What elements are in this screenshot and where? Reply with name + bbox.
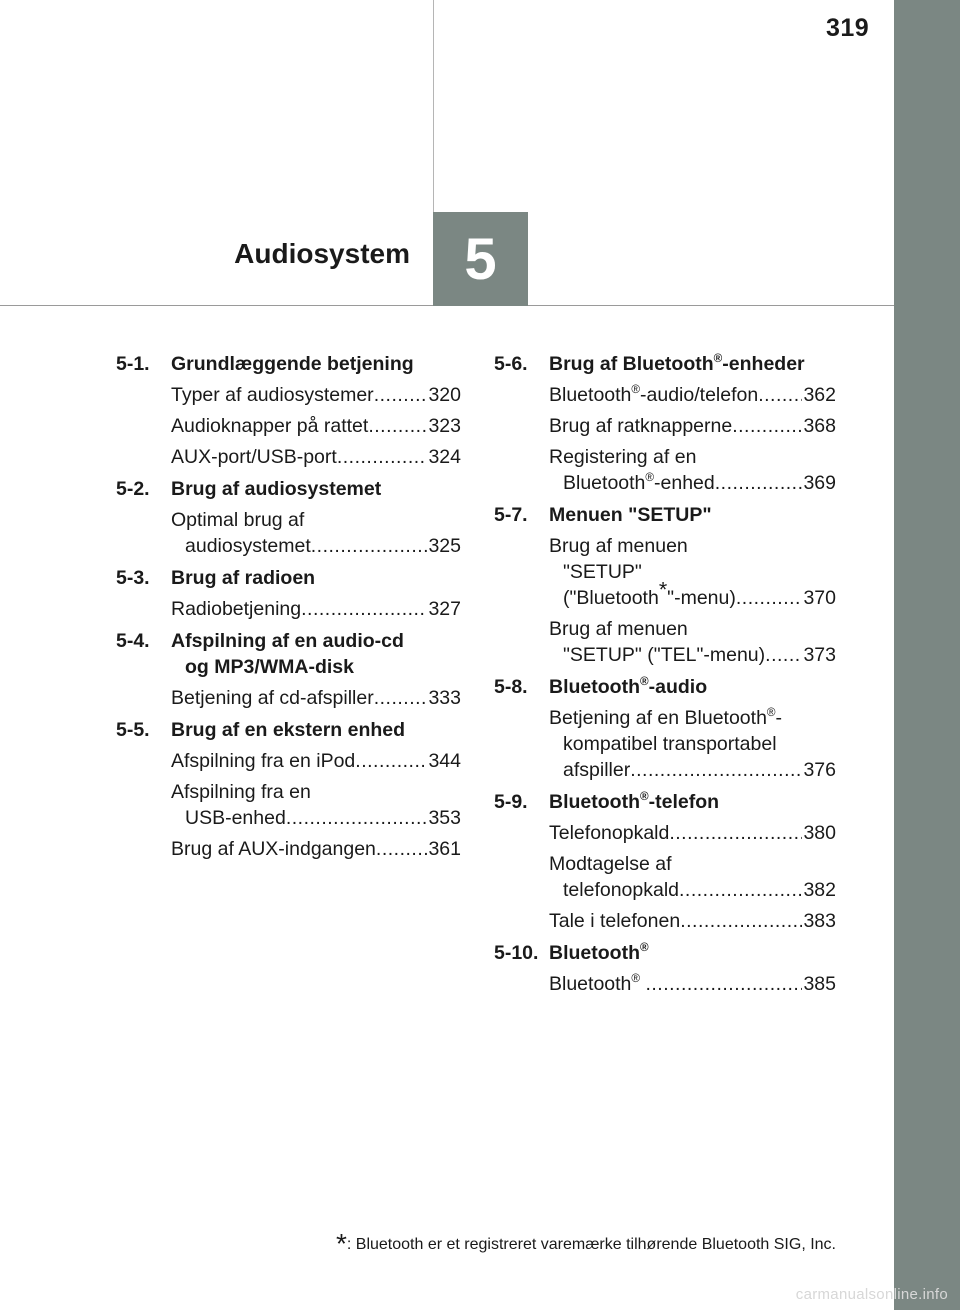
entry-page: 323 bbox=[428, 415, 461, 437]
toc-section-5-2[interactable] bbox=[116, 476, 461, 502]
footnote-marker: * bbox=[335, 1228, 347, 1259]
entry-page: 333 bbox=[428, 687, 461, 709]
entry-page: 382 bbox=[803, 879, 836, 901]
section-number: 5-7. bbox=[494, 504, 528, 526]
toc-section-5-7[interactable] bbox=[494, 502, 836, 528]
toc-section-5-8[interactable] bbox=[494, 674, 836, 700]
section-number: 5-4. bbox=[116, 630, 150, 652]
entry-page: 361 bbox=[428, 838, 461, 860]
footnote bbox=[0, 1228, 836, 1260]
section-title: Brug af radioen bbox=[171, 567, 316, 589]
entry-page: 324 bbox=[428, 446, 461, 468]
entry-page: 325 bbox=[428, 535, 461, 557]
section-number: 5-10. bbox=[494, 942, 539, 964]
toc-section-5-9[interactable] bbox=[494, 789, 836, 815]
toc-entry[interactable]: Brug af ratknapperne ..... 368 bbox=[494, 413, 836, 439]
section-number: 5-1. bbox=[116, 353, 150, 375]
entry-page: 344 bbox=[428, 750, 461, 772]
section-title: Brug af audiosystemet bbox=[171, 478, 382, 500]
entry-page: 362 bbox=[803, 384, 836, 406]
footnote-text: : Bluetooth er et registreret varemærke tilhørende Bluetooth SIG, Inc. bbox=[346, 1236, 836, 1253]
entry-page: 353 bbox=[428, 807, 461, 829]
section-number: 5-3. bbox=[116, 567, 150, 589]
toc-entry[interactable]: Bluetooth®-audio/telefon ..... 362 bbox=[494, 382, 836, 408]
toc-entry[interactable]: Modtagelse af telefonopkald ..... 382 bbox=[494, 851, 836, 903]
section-title: Bluetooth®-telefon bbox=[549, 789, 720, 813]
toc-section-5-1[interactable] bbox=[116, 351, 461, 377]
toc-entry[interactable]: Typer af audiosystemer ..... 320 bbox=[116, 382, 461, 408]
toc-entry[interactable]: Brug af AUX-indgangen ..... 361 bbox=[116, 836, 461, 862]
section-number: 5-2. bbox=[116, 478, 150, 500]
section-number: 5-9. bbox=[494, 791, 528, 813]
toc-entry[interactable]: Bluetooth® ..... 385 bbox=[494, 971, 836, 997]
entry-page: 370 bbox=[803, 587, 836, 609]
section-number: 5-5. bbox=[116, 719, 150, 741]
chapter-title: Audiosystem bbox=[234, 238, 410, 269]
toc-section-5-4[interactable] bbox=[116, 628, 461, 680]
toc-right-column bbox=[494, 351, 836, 997]
toc-entry[interactable]: Registering af en Bluetooth®-enhed ..... 369 bbox=[494, 444, 836, 496]
toc-entry[interactable]: Afspilning fra en USB-enhed ..... 353 bbox=[116, 779, 461, 831]
toc-entry[interactable]: Radiobetjening ..... 327 bbox=[116, 596, 461, 622]
section-number: 5-6. bbox=[494, 353, 528, 375]
toc-entry[interactable]: Brug af menuen "SETUP" ("TEL"-menu) ..... 373 bbox=[494, 616, 836, 668]
section-number: 5-8. bbox=[494, 676, 528, 698]
toc-entry[interactable]: Tale i telefonen ..... 383 bbox=[494, 908, 836, 934]
section-title: Menuen "SETUP" bbox=[549, 504, 712, 526]
page-number: 319 bbox=[826, 14, 870, 42]
header-vertical-rule bbox=[433, 0, 434, 212]
toc-entry[interactable]: AUX-port/USB-port ..... 324 bbox=[116, 444, 461, 470]
entry-page: 369 bbox=[803, 472, 836, 494]
section-title: Bluetooth®-audio bbox=[549, 674, 708, 698]
toc-entry[interactable]: Betjening af cd-afspiller ..... 333 bbox=[116, 685, 461, 711]
chapter-side-tab bbox=[894, 0, 960, 1310]
toc-section-5-3[interactable] bbox=[116, 565, 461, 591]
entry-page: 376 bbox=[803, 759, 836, 781]
section-title: Afspilning af en audio-cd og MP3/WMA-disk bbox=[171, 630, 404, 678]
entry-page: 327 bbox=[428, 598, 461, 620]
toc-entry[interactable]: Telefonopkald ..... 380 bbox=[494, 820, 836, 846]
section-title: Brug af Bluetooth®-enheder bbox=[549, 351, 805, 375]
watermark: carmanualsonline.info bbox=[795, 1286, 948, 1303]
chapter-number: 5 bbox=[464, 226, 497, 292]
section-title: Grundlæggende betjening bbox=[171, 353, 414, 375]
toc-entry[interactable]: Betjening af en Bluetooth®- kompatibel transportabel afspiller ..... 376 bbox=[494, 705, 836, 783]
entry-page: 373 bbox=[803, 644, 836, 666]
toc-section-5-10[interactable] bbox=[494, 940, 836, 966]
toc-entry[interactable]: Optimal brug af audiosystemet ..... 325 bbox=[116, 507, 461, 559]
toc-left-column bbox=[116, 351, 461, 862]
entry-page: 368 bbox=[803, 415, 836, 437]
toc-entry[interactable]: Audioknapper på rattet ..... 323 bbox=[116, 413, 461, 439]
section-title: Bluetooth® bbox=[549, 940, 649, 964]
toc-entry[interactable]: Afspilning fra en iPod ..... 344 bbox=[116, 748, 461, 774]
toc-entry[interactable]: Brug af menuen "SETUP" ("Bluetooth*"-menu) ..... 370 bbox=[494, 533, 836, 611]
toc-section-5-5[interactable] bbox=[116, 717, 461, 743]
section-title: Brug af en ekstern enhed bbox=[171, 719, 406, 741]
entry-page: 383 bbox=[803, 910, 836, 932]
entry-page: 380 bbox=[803, 822, 836, 844]
toc-section-5-6[interactable] bbox=[494, 351, 836, 377]
entry-page: 320 bbox=[428, 384, 461, 406]
entry-page: 385 bbox=[803, 973, 836, 995]
chapter-number-box bbox=[433, 212, 528, 306]
